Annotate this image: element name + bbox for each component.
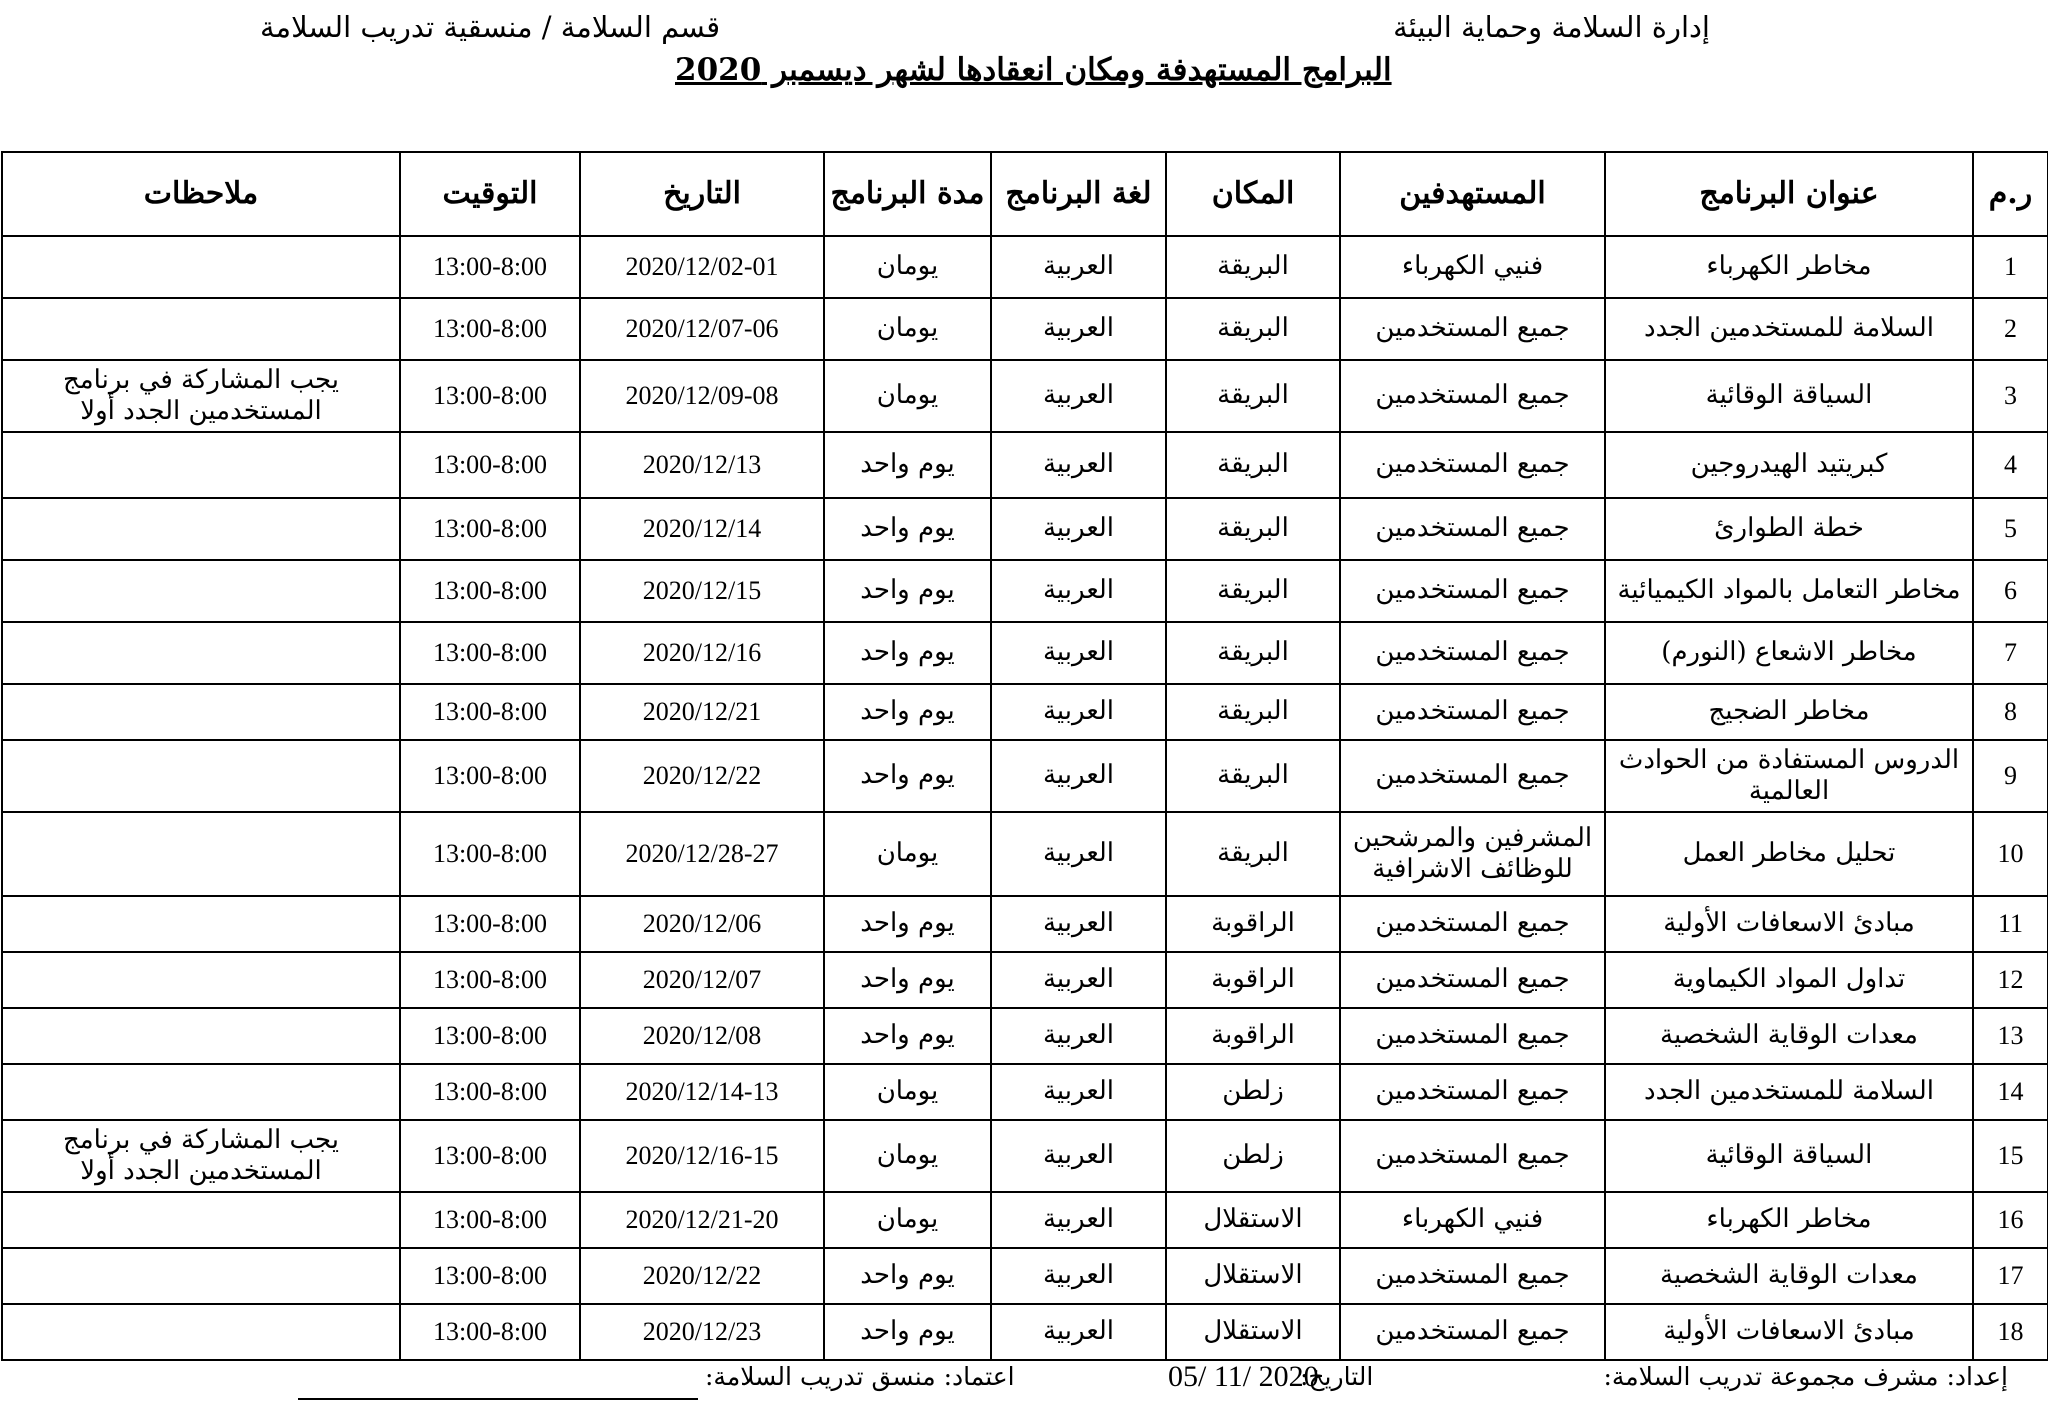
cell-row-number: 4 xyxy=(1973,432,2048,498)
cell-date: 2020/12/09-08 xyxy=(580,360,824,432)
footer-date-label: التاريخ: xyxy=(1300,1362,1374,1391)
cell-row-number: 15 xyxy=(1973,1120,2048,1192)
cell-row-number: 18 xyxy=(1973,1304,2048,1360)
cell-date: 2020/12/07-06 xyxy=(580,298,824,360)
cell-time: 13:00-8:00 xyxy=(400,1008,580,1064)
cell-location: البريقة xyxy=(1166,812,1340,896)
cell-location: الراقوبة xyxy=(1166,952,1340,1008)
cell-notes xyxy=(2,684,400,740)
cell-duration: يوم واحد xyxy=(824,432,991,498)
cell-language: العربية xyxy=(991,298,1166,360)
cell-duration: يومان xyxy=(824,1192,991,1248)
cell-language: العربية xyxy=(991,498,1166,560)
cell-location: البريقة xyxy=(1166,622,1340,684)
cell-program-title: مبادئ الاسعافات الأولية xyxy=(1605,1304,1973,1360)
cell-target-audience: جميع المستخدمين xyxy=(1340,1064,1605,1120)
cell-date: 2020/12/07 xyxy=(580,952,824,1008)
cell-language: العربية xyxy=(991,952,1166,1008)
cell-language: العربية xyxy=(991,560,1166,622)
table-row xyxy=(2,740,2048,812)
cell-date: 2020/12/22 xyxy=(580,740,824,812)
cell-program-title: كبريتيد الهيدروجين xyxy=(1605,432,1973,498)
cell-date: 2020/12/28-27 xyxy=(580,812,824,896)
cell-target-audience: جميع المستخدمين xyxy=(1340,1304,1605,1360)
table-row xyxy=(2,812,2048,896)
cell-target-audience: جميع المستخدمين xyxy=(1340,360,1605,432)
cell-duration: يوم واحد xyxy=(824,684,991,740)
cell-row-number: 10 xyxy=(1973,812,2048,896)
cell-duration: يومان xyxy=(824,1064,991,1120)
col-header-duration: مدة البرنامج xyxy=(824,152,991,236)
cell-row-number: 13 xyxy=(1973,1008,2048,1064)
cell-date: 2020/12/06 xyxy=(580,896,824,952)
cell-target-audience: جميع المستخدمين xyxy=(1340,298,1605,360)
cell-date: 2020/12/21-20 xyxy=(580,1192,824,1248)
cell-target-audience: جميع المستخدمين xyxy=(1340,740,1605,812)
cell-notes xyxy=(2,236,400,298)
cell-target-audience: جميع المستخدمين xyxy=(1340,1008,1605,1064)
cell-target-audience: جميع المستخدمين xyxy=(1340,952,1605,1008)
cell-row-number: 6 xyxy=(1973,560,2048,622)
cell-program-title: مخاطر الكهرباء xyxy=(1605,1192,1973,1248)
cell-duration: يومان xyxy=(824,812,991,896)
schedule-table xyxy=(1,151,2048,1361)
cell-row-number: 7 xyxy=(1973,622,2048,684)
cell-language: العربية xyxy=(991,740,1166,812)
table-row xyxy=(2,952,2048,1008)
cell-time: 13:00-8:00 xyxy=(400,498,580,560)
cell-location: الراقوبة xyxy=(1166,1008,1340,1064)
table-row xyxy=(2,1064,2048,1120)
cell-target-audience: المشرفين والمرشحين للوظائف الاشرافية xyxy=(1340,812,1605,896)
table-header-row xyxy=(2,152,2048,236)
cell-target-audience: جميع المستخدمين xyxy=(1340,684,1605,740)
cell-duration: يومان xyxy=(824,360,991,432)
cell-date: 2020/12/21 xyxy=(580,684,824,740)
cell-program-title: مبادئ الاسعافات الأولية xyxy=(1605,896,1973,952)
cell-program-title: السلامة للمستخدمين الجدد xyxy=(1605,298,1973,360)
table-row xyxy=(2,298,2048,360)
cell-location: زلطن xyxy=(1166,1120,1340,1192)
cell-location: الاستقلال xyxy=(1166,1304,1340,1360)
cell-language: العربية xyxy=(991,1064,1166,1120)
cell-program-title: مخاطر الكهرباء xyxy=(1605,236,1973,298)
cell-notes xyxy=(2,298,400,360)
cell-time: 13:00-8:00 xyxy=(400,952,580,1008)
table-row xyxy=(2,236,2048,298)
cell-location: البريقة xyxy=(1166,560,1340,622)
cell-date: 2020/12/16-15 xyxy=(580,1120,824,1192)
cell-row-number: 11 xyxy=(1973,896,2048,952)
cell-language: العربية xyxy=(991,236,1166,298)
cell-language: العربية xyxy=(991,622,1166,684)
cell-time: 13:00-8:00 xyxy=(400,1192,580,1248)
table-row xyxy=(2,1248,2048,1304)
cell-notes xyxy=(2,432,400,498)
cell-duration: يوم واحد xyxy=(824,740,991,812)
cell-program-title: مخاطر الاشعاع (النورم) xyxy=(1605,622,1973,684)
col-header-notes: ملاحظات xyxy=(2,152,400,236)
cell-date: 2020/12/22 xyxy=(580,1248,824,1304)
cell-location: البريقة xyxy=(1166,498,1340,560)
cell-row-number: 9 xyxy=(1973,740,2048,812)
cell-duration: يوم واحد xyxy=(824,896,991,952)
cell-program-title: مخاطر الضجيج xyxy=(1605,684,1973,740)
cell-location: البريقة xyxy=(1166,236,1340,298)
cell-program-title: تحليل مخاطر العمل xyxy=(1605,812,1973,896)
cell-time: 13:00-8:00 xyxy=(400,1064,580,1120)
table-row xyxy=(2,1120,2048,1192)
cell-notes xyxy=(2,812,400,896)
cell-program-title: مخاطر التعامل بالمواد الكيميائية xyxy=(1605,560,1973,622)
cell-row-number: 3 xyxy=(1973,360,2048,432)
cell-program-title: خطة الطوارئ xyxy=(1605,498,1973,560)
cell-row-number: 2 xyxy=(1973,298,2048,360)
cell-duration: يومان xyxy=(824,298,991,360)
col-header-num: ر.م xyxy=(1973,152,2048,236)
cell-time: 13:00-8:00 xyxy=(400,236,580,298)
cell-location: البريقة xyxy=(1166,684,1340,740)
cell-notes xyxy=(2,1008,400,1064)
col-header-title: عنوان البرنامج xyxy=(1605,152,1973,236)
cell-row-number: 17 xyxy=(1973,1248,2048,1304)
cell-program-title: السلامة للمستخدمين الجدد xyxy=(1605,1064,1973,1120)
cell-duration: يوم واحد xyxy=(824,1248,991,1304)
cell-date: 2020/12/02-01 xyxy=(580,236,824,298)
cell-target-audience: جميع المستخدمين xyxy=(1340,1120,1605,1192)
cell-language: العربية xyxy=(991,432,1166,498)
cell-target-audience: جميع المستخدمين xyxy=(1340,498,1605,560)
cell-time: 13:00-8:00 xyxy=(400,1304,580,1360)
cell-notes: يجب المشاركة في برنامج المستخدمين الجدد أولا xyxy=(2,360,400,432)
cell-language: العربية xyxy=(991,1248,1166,1304)
cell-time: 13:00-8:00 xyxy=(400,684,580,740)
cell-notes xyxy=(2,1192,400,1248)
cell-location: الراقوبة xyxy=(1166,896,1340,952)
col-header-place: المكان xyxy=(1166,152,1340,236)
cell-target-audience: جميع المستخدمين xyxy=(1340,622,1605,684)
col-header-date: التاريخ xyxy=(580,152,824,236)
cell-duration: يومان xyxy=(824,236,991,298)
cell-program-title: السياقة الوقائية xyxy=(1605,360,1973,432)
cell-time: 13:00-8:00 xyxy=(400,622,580,684)
cell-notes xyxy=(2,740,400,812)
cell-date: 2020/12/14 xyxy=(580,498,824,560)
cell-row-number: 12 xyxy=(1973,952,2048,1008)
header-admin: إدارة السلامة وحماية البيئة xyxy=(1393,10,1710,44)
cell-program-title: الدروس المستفادة من الحوادث العالمية xyxy=(1605,740,1973,812)
cell-duration: يوم واحد xyxy=(824,498,991,560)
cell-time: 13:00-8:00 xyxy=(400,360,580,432)
cell-date: 2020/12/14-13 xyxy=(580,1064,824,1120)
cell-date: 2020/12/08 xyxy=(580,1008,824,1064)
table-row xyxy=(2,896,2048,952)
table-row xyxy=(2,1192,2048,1248)
cell-program-title: السياقة الوقائية xyxy=(1605,1120,1973,1192)
cell-duration: يوم واحد xyxy=(824,1008,991,1064)
cell-time: 13:00-8:00 xyxy=(400,432,580,498)
signature-line xyxy=(298,1398,698,1400)
cell-time: 13:00-8:00 xyxy=(400,896,580,952)
cell-location: البريقة xyxy=(1166,740,1340,812)
cell-notes xyxy=(2,896,400,952)
table-row xyxy=(2,684,2048,740)
table-row xyxy=(2,1304,2048,1360)
cell-notes xyxy=(2,560,400,622)
cell-language: العربية xyxy=(991,360,1166,432)
cell-time: 13:00-8:00 xyxy=(400,560,580,622)
cell-time: 13:00-8:00 xyxy=(400,1120,580,1192)
cell-row-number: 16 xyxy=(1973,1192,2048,1248)
cell-row-number: 5 xyxy=(1973,498,2048,560)
cell-time: 13:00-8:00 xyxy=(400,298,580,360)
cell-location: البريقة xyxy=(1166,360,1340,432)
cell-language: العربية xyxy=(991,684,1166,740)
cell-time: 13:00-8:00 xyxy=(400,740,580,812)
cell-notes xyxy=(2,498,400,560)
cell-notes: يجب المشاركة في برنامج المستخدمين الجدد أولا xyxy=(2,1120,400,1192)
header-department: قسم السلامة / منسقية تدريب السلامة xyxy=(260,10,721,44)
table-row xyxy=(2,560,2048,622)
page-title: البرامج المستهدفة ومكان انعقادها لشهر ديسمبر 2020 xyxy=(675,52,1392,88)
footer-prepared-by: إعداد: مشرف مجموعة تدريب السلامة: xyxy=(1603,1362,2008,1391)
cell-target-audience: جميع المستخدمين xyxy=(1340,432,1605,498)
cell-location: الاستقلال xyxy=(1166,1192,1340,1248)
cell-duration: يوم واحد xyxy=(824,560,991,622)
cell-target-audience: جميع المستخدمين xyxy=(1340,560,1605,622)
cell-date: 2020/12/23 xyxy=(580,1304,824,1360)
cell-notes xyxy=(2,1304,400,1360)
cell-target-audience: جميع المستخدمين xyxy=(1340,1248,1605,1304)
cell-location: البريقة xyxy=(1166,298,1340,360)
cell-duration: يومان xyxy=(824,1120,991,1192)
cell-language: العربية xyxy=(991,1304,1166,1360)
cell-notes xyxy=(2,1248,400,1304)
cell-language: العربية xyxy=(991,1192,1166,1248)
cell-duration: يوم واحد xyxy=(824,952,991,1008)
col-header-language: لغة البرنامج xyxy=(991,152,1166,236)
table-row xyxy=(2,1008,2048,1064)
cell-location: البريقة xyxy=(1166,432,1340,498)
col-header-target: المستهدفين xyxy=(1340,152,1605,236)
cell-duration: يوم واحد xyxy=(824,622,991,684)
cell-location: الاستقلال xyxy=(1166,1248,1340,1304)
cell-location: زلطن xyxy=(1166,1064,1340,1120)
table-row xyxy=(2,498,2048,560)
cell-program-title: معدات الوقاية الشخصية xyxy=(1605,1248,1973,1304)
cell-row-number: 8 xyxy=(1973,684,2048,740)
cell-language: العربية xyxy=(991,812,1166,896)
table-row xyxy=(2,360,2048,432)
col-header-time: التوقيت xyxy=(400,152,580,236)
footer-date-value: 2020 /11 /05 xyxy=(1168,1360,1319,1393)
cell-target-audience: فنيي الكهرباء xyxy=(1340,1192,1605,1248)
cell-target-audience: فنيي الكهرباء xyxy=(1340,236,1605,298)
cell-date: 2020/12/16 xyxy=(580,622,824,684)
cell-program-title: معدات الوقاية الشخصية xyxy=(1605,1008,1973,1064)
cell-notes xyxy=(2,622,400,684)
table-row xyxy=(2,432,2048,498)
cell-row-number: 1 xyxy=(1973,236,2048,298)
cell-date: 2020/12/13 xyxy=(580,432,824,498)
table-row xyxy=(2,622,2048,684)
cell-language: العربية xyxy=(991,896,1166,952)
cell-target-audience: جميع المستخدمين xyxy=(1340,896,1605,952)
cell-time: 13:00-8:00 xyxy=(400,812,580,896)
cell-time: 13:00-8:00 xyxy=(400,1248,580,1304)
cell-notes xyxy=(2,1064,400,1120)
footer-approval: اعتماد: منسق تدريب السلامة: xyxy=(705,1362,1015,1391)
cell-notes xyxy=(2,952,400,1008)
cell-language: العربية xyxy=(991,1008,1166,1064)
cell-program-title: تداول المواد الكيماوية xyxy=(1605,952,1973,1008)
cell-language: العربية xyxy=(991,1120,1166,1192)
cell-row-number: 14 xyxy=(1973,1064,2048,1120)
cell-date: 2020/12/15 xyxy=(580,560,824,622)
cell-duration: يوم واحد xyxy=(824,1304,991,1360)
